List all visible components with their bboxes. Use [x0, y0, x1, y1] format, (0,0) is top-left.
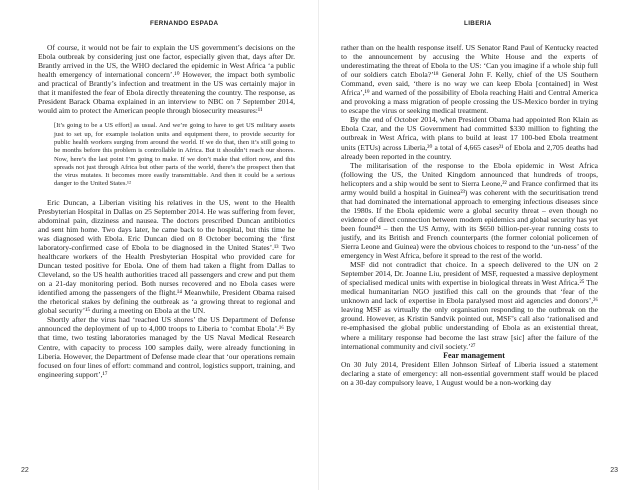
- paragraph: MSF did not contradict that choice. In a speech delivered to the UN on 2 September 2014, Dr. Joanne Liu, president of MSF, requested a massive deployment of specialised medical units with expertise in biological threats in West Africa.²⁵ The medical humanitarian NGO justified this call on the grounds that ‘fear of the unknown and lack of expertise in Ebola paralysed most aid agencies and donors’,²⁶ leaving MSF as virtually the only organisation responding to the outbreak on the ground. However, as Kristin Sandvik pointed out, MSF’s call also ‘rationalised and re-emphasised the global public understanding of Ebola as an existential threat, where a military response had become the last straw [sic] after the failure of the international community and civil society.’²⁷: [341, 260, 598, 351]
- left-page-body: [38, 43, 295, 379]
- paragraph: The militarisation of the response to the Ebola epidemic in West Africa (following the US, the United Kingdom announced that hundreds of troops, helicopters and a ship would be sent to Sierra Leone,²² and France confirmed that its army would build a hospital in Guinea²³) was coherent with the securitisation trend that had dominated the international approach to emerging infectious diseases since the 1980s. If the Ebola epidemic were a global security threat – even though no evidence of direct connection between modern epidemics and global security has yet been found²⁴ – then the US Army, with its $650 billion-per-year running costs to justify, and its British and French counterparts (the former colonial policemen of Sierra Leone and Guinea) were the obvious choices to respond to the ‘un-ness’ of the emergency in West Africa, before it spread to the rest of the world.: [341, 160, 598, 261]
- paragraph: On 30 July 2014, President Ellen Johnson Sirleaf of Liberia issued a statement declaring a state of emergency: all non-essential government staff would be placed on a 30-day compulsory leave, 1 August would be a non-working day: [341, 359, 598, 387]
- paragraph: Eric Duncan, a Liberian visiting his relatives in the US, went to the Health Presbyterian Hospital in Dallas on 25 September 2014. He was suffering from fever, abdominal pain, dizziness and nausea. The doctors prescribed Duncan antibiotics and sent him home. Two days later, he came back to the hospital, but this time he was diagnosed with Ebola. Eric Duncan died on 8 October becoming the ‘first laboratory-confirmed case of Ebola to be diagnosed in the United States’.¹³ Two healthcare workers of the Health Presbyterian Hospital who provided care for Duncan tested positive for Ebola. One of them had taken a flight from Dallas to Cleveland, so the US health authorities traced all passengers and crew and put them on a 21-day monitoring period. Both nurses recovered and no Ebola cases were identified among the passengers of the flight.¹⁴ Meanwhile, President Obama raised the rhetorical stakes by defining the outbreak as ‘a growing threat to regional and global security’¹⁵ during a meeting on Ebola at the UN.: [38, 197, 295, 316]
- running-head-right: LIBERIA: [464, 20, 492, 27]
- block-quote: [54, 122, 295, 188]
- paragraph: By the end of October 2014, when President Obama had appointed Ron Klain as Ebola Czar, and the US Government had committed $330 million to fighting the outbreak in West Africa, with plans to build at least 17 100-bed Ebola treatment units (ETUs) across Liberia,²⁰ a total of 4,665 cases²¹ of Ebola and 2,705 deaths had already been reported in the country.: [341, 115, 598, 161]
- page-number-right: 23: [610, 467, 618, 474]
- paragraph: Shortly after the virus had ‘reached US shores’ the US Department of Defense announced the deployment of up to 4,000 troops to Liberia to ‘combat Ebola’.¹⁶ By that time, two testing laboratories managed by the US Naval Medical Research Centre, with capacity to process 100 samples daily, were already functioning in Liberia. However, the Department of Defense made clear that ‘our operations remain focused on four lines of effort: command and control, logistics support, training, and engineering support’,¹⁷: [38, 315, 295, 379]
- right-page: [319, 0, 638, 490]
- right-page-body: [341, 43, 598, 387]
- section-heading: Fear management: [443, 350, 505, 360]
- paragraph: Of course, it would not be fair to explain the US government’s decisions on the Ebola outbreak by considering just one factor, especially given that, days after Dr. Brantly arrived in the US, the WHO declared the epidemic in West Africa ‘a public health emergency of international concern’.¹⁰ However, the impact both symbolic and practical of Brantly’s infection and treatment in the US was certainly major in that it manifested the fear of Ebola directly threatening the country. The response, as President Barack Obama explained in an interview to NBC on 7 September 2014, would aim to protect the American people through biosecurity measures:¹¹: [38, 43, 295, 116]
- quote-text: [It’s going to be a US effort] as usual. And we’re going to have to get US military assets just to set up, for example isolation units and equipment there, to provide security for public health workers surging from around the world. If we do that, then it’s still going to be months before this problem is controllable in Africa. But it shouldn’t reach our shores. Now, here’s the last point I’m going to make. If we don’t make that effort now, and this spreads not just through Africa but other parts of the world, there’s the prospect then that the virus mutates. It becomes more easily transmittable. And then it could be a serious danger to the United States.¹²: [54, 122, 295, 188]
- page-number-left: 22: [21, 467, 29, 474]
- running-head-left: FERNANDO ESPADA: [150, 20, 219, 27]
- paragraph: rather than on the health response itself. US Senator Rand Paul of Kentucky reacted to the announcement by accusing the White House and the experts of underestimating the threat of Ebola to the US: ‘Can you imagine if a whole ship full of our soldiers catch Ebola?’¹⁸ General John F. Kelly, chief of the US Southern Command, even said, ‘there is no way we can keep Ebola [contained] in West Africa’,¹⁹ and warned of the possibility of Ebola reaching Haiti and Central America and provoking a mass migration of people crossing the US-Mexico border in trying to escape the virus or seeking medical treatment.: [341, 43, 598, 116]
